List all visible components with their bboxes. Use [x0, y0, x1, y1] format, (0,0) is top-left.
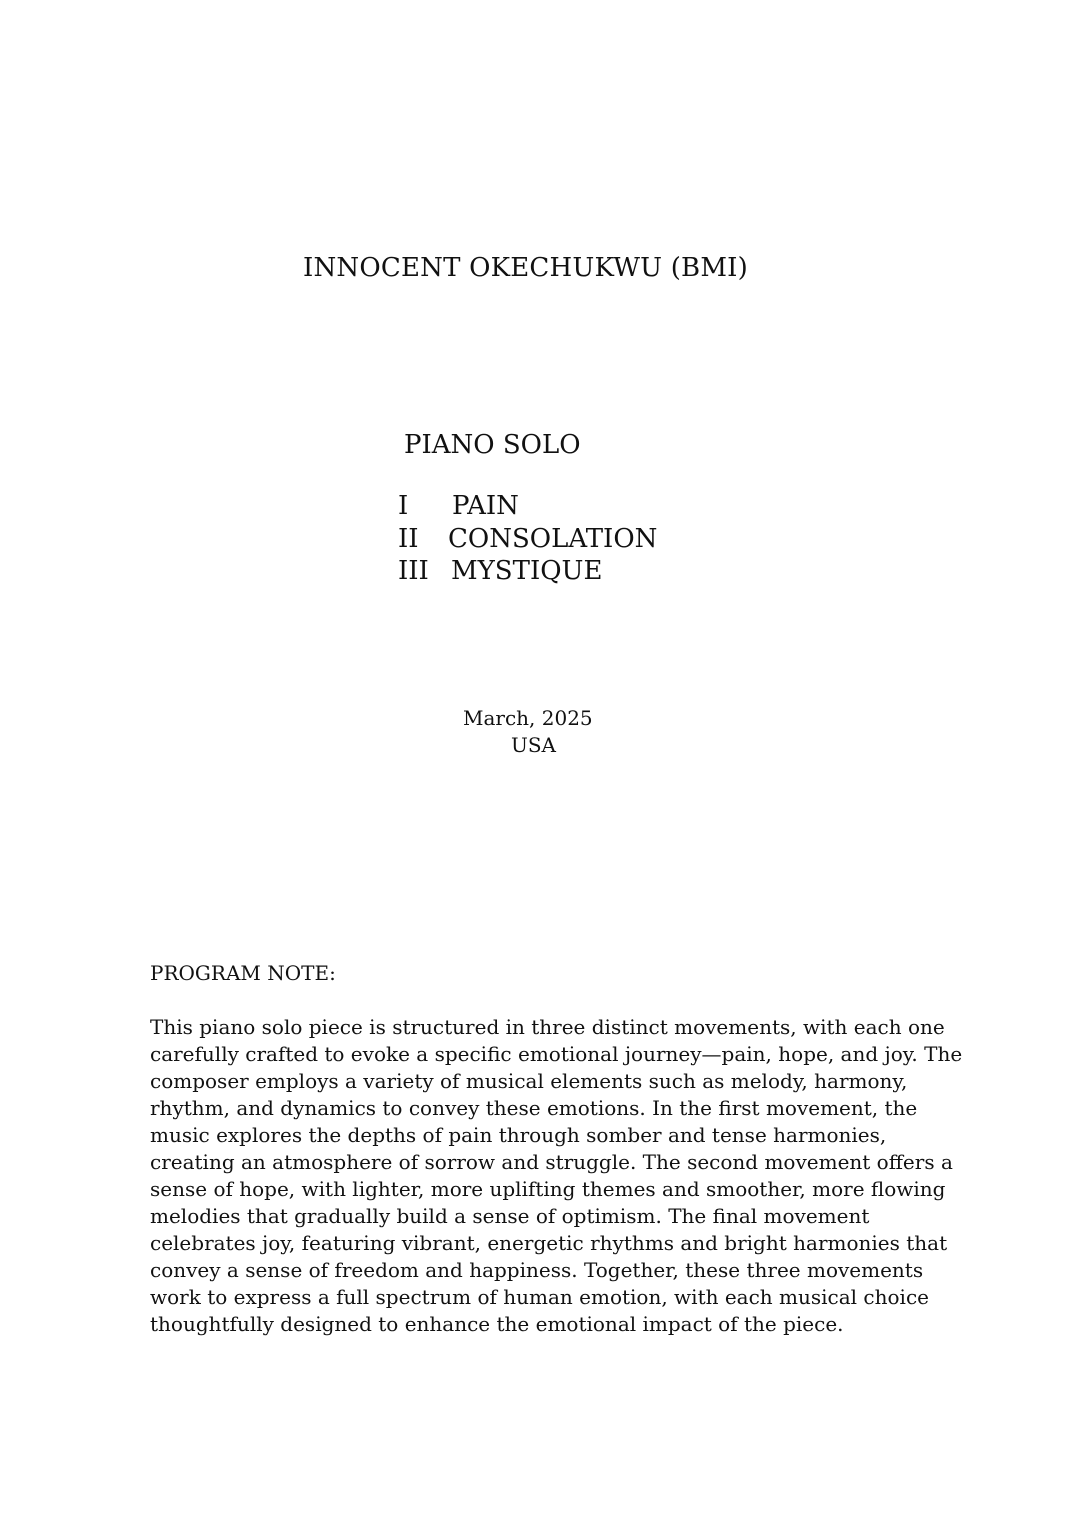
instrumentation-title: PIANO SOLO: [404, 430, 581, 460]
program-note-line: celebrates joy, featuring vibrant, energetic rhythms and bright harmonies that: [150, 1231, 948, 1255]
composition-date: March, 2025: [463, 706, 593, 730]
program-note-line: convey a sense of freedom and happiness. Together, these three movements: [150, 1258, 924, 1282]
movement-numeral: I: [398, 491, 409, 521]
composition-country: USA: [511, 733, 556, 757]
program-note-line: melodies that gradually build a sense of optimism. The final movement: [150, 1204, 870, 1228]
movement-title: MYSTIQUE: [451, 556, 603, 586]
program-note-body: [150, 1014, 963, 1338]
movement-title: CONSOLATION: [448, 523, 658, 554]
program-note-line: music explores the depths of pain through somber and tense harmonies,: [150, 1123, 887, 1147]
program-note-line: rhythm, and dynamics to convey these emotions. In the first movement, the: [150, 1096, 918, 1120]
program-note-line: carefully crafted to evoke a specific emotional journey—pain, hope, and joy. The: [150, 1042, 963, 1066]
program-note-line: creating an atmosphere of sorrow and struggle. The second movement offers a: [150, 1150, 953, 1174]
program-note-line: work to express a full spectrum of human emotion, with each musical choice: [150, 1285, 929, 1309]
movement-numeral: II: [398, 523, 419, 554]
program-note-heading: PROGRAM NOTE:: [150, 961, 336, 985]
program-note-line: sense of hope, with lighter, more uplifting themes and smoother, more flowing: [150, 1177, 946, 1201]
movement-numeral: III: [398, 556, 429, 586]
program-note-line: composer employs a variety of musical elements such as melody, harmony,: [150, 1069, 908, 1093]
program-note-line: thoughtfully designed to enhance the emotional impact of the piece.: [150, 1312, 844, 1336]
composer-name: INNOCENT OKECHUKWU (BMI): [303, 253, 748, 283]
movement-title: PAIN: [452, 491, 519, 521]
program-note-line: This piano solo piece is structured in three distinct movements, with each one: [150, 1015, 945, 1039]
